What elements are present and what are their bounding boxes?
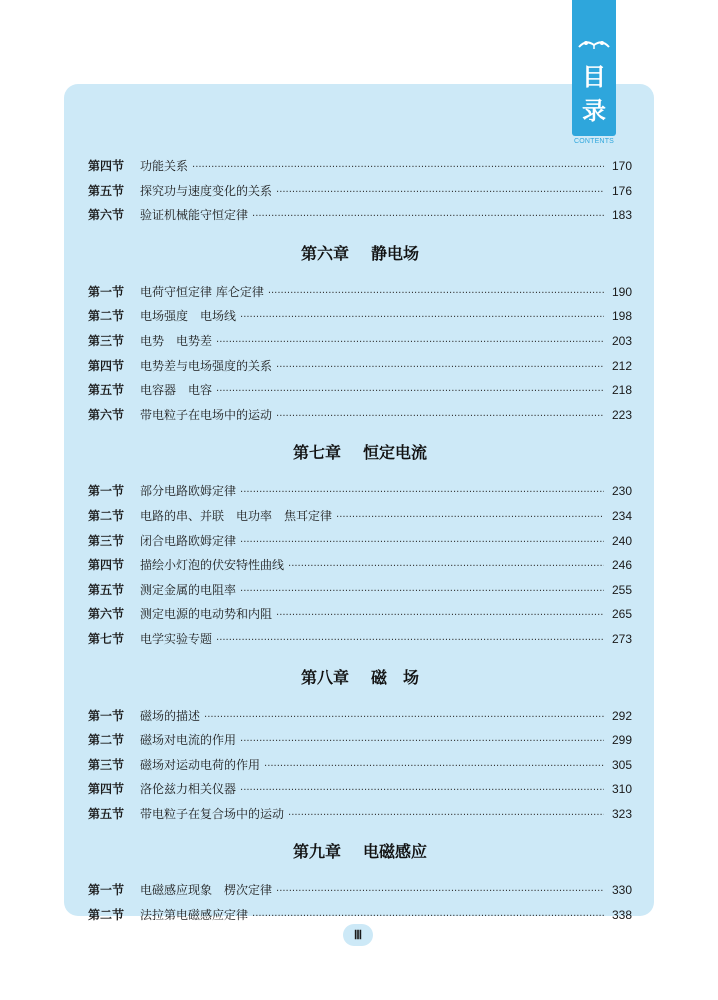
title-char-1: 目 — [582, 63, 606, 91]
page-ref: 230 — [611, 484, 632, 499]
toc-entry[interactable] — [88, 403, 632, 428]
section-title: 电势 电势差 — [140, 333, 213, 348]
dot-leader — [240, 730, 604, 755]
toc-entry[interactable] — [88, 179, 632, 204]
chapter-number: 第九章 — [292, 842, 341, 862]
page-ref: 310 — [611, 782, 632, 797]
page-ref: 305 — [611, 757, 632, 772]
section-title: 电场强度 电场线 — [140, 309, 237, 324]
section-number: 第三节 — [88, 757, 125, 772]
table-of-contents — [88, 154, 632, 928]
section-title: 法拉第电磁感应定律 — [140, 908, 249, 923]
toc-entry[interactable] — [88, 504, 632, 529]
chapter-name: 电磁感应 — [363, 842, 428, 862]
section-number: 第六节 — [88, 208, 125, 223]
page-ref: 338 — [611, 908, 632, 923]
dot-leader — [276, 356, 604, 381]
section-title: 带电粒子在复合场中的运动 — [140, 806, 285, 821]
toc-entry[interactable] — [88, 578, 632, 603]
section-title: 探究功与速度变化的关系 — [140, 183, 273, 198]
chapter-heading — [88, 826, 632, 878]
section-number: 第二节 — [88, 508, 125, 523]
section-number: 第四节 — [88, 782, 125, 797]
section-number: 第三节 — [88, 533, 125, 548]
section-title: 电容器 电容 — [140, 383, 213, 398]
dot-leader — [192, 156, 604, 181]
page-ref: 246 — [611, 558, 632, 573]
page-ref: 190 — [611, 284, 632, 299]
chapter-heading — [88, 427, 632, 479]
dot-leader — [240, 779, 604, 804]
chapter-number: 第七章 — [292, 443, 341, 463]
section-title: 磁场对运动电荷的作用 — [140, 757, 261, 772]
toc-entry[interactable] — [88, 602, 632, 627]
section-number: 第二节 — [88, 309, 125, 324]
chapter-name: 静电场 — [371, 243, 420, 263]
dot-leader — [252, 905, 604, 930]
section-number: 第二节 — [88, 733, 125, 748]
section-number: 第一节 — [88, 484, 125, 499]
section-title: 电势差与电场强度的关系 — [140, 358, 273, 373]
section-number: 第六节 — [88, 407, 125, 422]
page-ref: 212 — [611, 358, 632, 373]
section-number: 第一节 — [88, 708, 125, 723]
section-title: 电荷守恒定律 库仑定律 — [140, 284, 264, 299]
section-title: 验证机械能守恒定律 — [140, 208, 249, 223]
section-number: 第四节 — [88, 358, 125, 373]
section-number: 第五节 — [88, 383, 125, 398]
section-title: 功能关系 — [140, 159, 189, 173]
chapter-number: 第六章 — [300, 243, 349, 263]
toc-entry[interactable] — [88, 802, 632, 827]
dot-leader — [288, 804, 604, 829]
toc-entry[interactable] — [88, 280, 632, 305]
dot-leader — [204, 706, 604, 731]
section-number: 第四节 — [88, 558, 125, 573]
section-title: 测定电源的电动势和内阻 — [140, 607, 273, 622]
page-ref: 240 — [611, 533, 632, 548]
toc-entry[interactable] — [88, 753, 632, 778]
book-icon — [577, 36, 611, 50]
dot-leader — [288, 555, 604, 580]
dot-leader — [240, 531, 604, 556]
dot-leader — [240, 306, 604, 331]
toc-entry[interactable] — [88, 154, 632, 179]
section-number: 第五节 — [88, 183, 125, 198]
toc-entry[interactable] — [88, 203, 632, 228]
dot-leader — [276, 880, 604, 905]
page-number: Ⅲ — [343, 924, 373, 946]
dot-leader — [252, 205, 604, 230]
toc-entry[interactable] — [88, 529, 632, 554]
dot-leader — [264, 755, 604, 780]
section-title: 电磁感应现象 楞次定律 — [140, 883, 273, 898]
section-number: 第二节 — [88, 908, 125, 923]
dot-leader — [240, 481, 604, 506]
page-ref: 234 — [611, 508, 632, 523]
toc-entry[interactable] — [88, 354, 632, 379]
dot-leader — [276, 181, 604, 206]
page-ref: 203 — [611, 333, 632, 348]
section-title: 测定金属的电阻率 — [140, 582, 237, 597]
section-number: 第七节 — [88, 631, 125, 646]
section-title: 闭合电路欧姆定律 — [140, 533, 237, 548]
dot-leader — [216, 629, 604, 654]
page-ref: 299 — [611, 733, 632, 748]
chapter-number: 第八章 — [300, 667, 349, 687]
section-number: 第一节 — [88, 284, 125, 299]
section-title: 描绘小灯泡的伏安特性曲线 — [140, 558, 285, 573]
section-title: 电路的串、并联 电功率 焦耳定律 — [140, 508, 333, 523]
page-ref: 218 — [611, 383, 632, 398]
toc-entry[interactable] — [88, 553, 632, 578]
page-ref: 170 — [611, 159, 632, 173]
toc-entry[interactable] — [88, 728, 632, 753]
section-title: 磁场的描述 — [140, 708, 201, 723]
toc-entry[interactable] — [88, 304, 632, 329]
dot-leader — [276, 604, 604, 629]
page-ref: 198 — [611, 309, 632, 324]
toc-entry[interactable] — [88, 378, 632, 403]
section-title: 洛伦兹力相关仪器 — [140, 782, 237, 797]
section-number: 第一节 — [88, 883, 125, 898]
dot-leader — [336, 506, 604, 531]
toc-entry[interactable] — [88, 479, 632, 504]
section-title: 电学实验专题 — [140, 631, 213, 646]
section-number: 第三节 — [88, 333, 125, 348]
page-ref: 223 — [611, 407, 632, 422]
toc-entry[interactable] — [88, 878, 632, 903]
toc-entry[interactable] — [88, 627, 632, 652]
title-char-2: 录 — [582, 97, 606, 125]
contents-subtitle: CONTENTS — [573, 138, 615, 145]
chapter-heading — [88, 652, 632, 704]
page-ref: 330 — [611, 883, 632, 898]
contents-tab — [572, 0, 616, 136]
dot-leader — [216, 380, 604, 405]
page-ref: 292 — [611, 708, 632, 723]
page-ref: 323 — [611, 806, 632, 821]
section-title: 磁场对电流的作用 — [140, 733, 237, 748]
dot-leader — [240, 580, 604, 605]
page-ref: 183 — [611, 208, 632, 223]
dot-leader — [268, 282, 604, 307]
section-title: 带电粒子在电场中的运动 — [140, 407, 273, 422]
chapter-name: 磁 场 — [371, 667, 420, 687]
page-ref: 265 — [611, 607, 632, 622]
page-ref: 255 — [611, 582, 632, 597]
dot-leader — [216, 331, 604, 356]
chapter-name: 恒定电流 — [363, 443, 428, 463]
section-number: 第五节 — [88, 582, 125, 597]
chapter-heading — [88, 228, 632, 280]
dot-leader — [276, 405, 604, 430]
section-number: 第五节 — [88, 806, 125, 821]
page-ref: 176 — [611, 183, 632, 198]
section-title: 部分电路欧姆定律 — [140, 484, 237, 499]
section-number: 第四节 — [88, 159, 125, 173]
toc-entry[interactable] — [88, 777, 632, 802]
page-ref: 273 — [611, 631, 632, 646]
section-number: 第六节 — [88, 607, 125, 622]
toc-entry[interactable] — [88, 704, 632, 729]
toc-entry[interactable] — [88, 329, 632, 354]
